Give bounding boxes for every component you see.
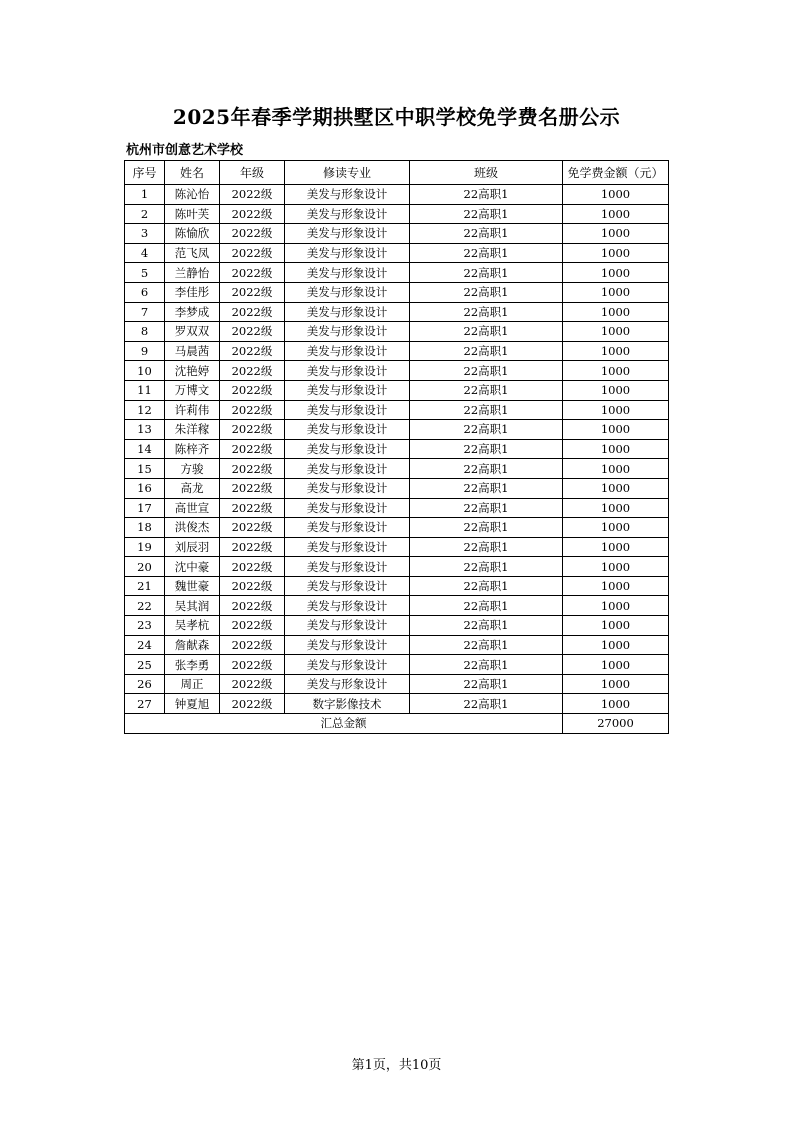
roster-table xyxy=(124,160,669,734)
cell-amount: 1000 xyxy=(563,224,669,244)
table-row xyxy=(125,557,669,577)
cell-major: 美发与形象设计 xyxy=(285,302,410,322)
cell-grade: 2022级 xyxy=(220,204,285,224)
cell-index: 12 xyxy=(125,400,165,420)
cell-amount: 1000 xyxy=(563,263,669,283)
cell-amount: 1000 xyxy=(563,635,669,655)
table-row xyxy=(125,576,669,596)
cell-student-name: 高龙 xyxy=(165,478,220,498)
cell-student-name: 兰静怡 xyxy=(165,263,220,283)
cell-grade: 2022级 xyxy=(220,302,285,322)
table-row xyxy=(125,498,669,518)
cell-grade: 2022级 xyxy=(220,616,285,636)
cell-major: 美发与形象设计 xyxy=(285,400,410,420)
cell-index: 5 xyxy=(125,263,165,283)
cell-student-name: 洪俊杰 xyxy=(165,518,220,538)
cell-class: 22高职1 xyxy=(410,694,563,714)
cell-grade: 2022级 xyxy=(220,341,285,361)
cell-class: 22高职1 xyxy=(410,459,563,479)
cell-major: 美发与形象设计 xyxy=(285,420,410,440)
cell-student-name: 罗双双 xyxy=(165,322,220,342)
cell-amount: 1000 xyxy=(563,439,669,459)
table-row xyxy=(125,263,669,283)
cell-major: 美发与形象设计 xyxy=(285,204,410,224)
cell-class: 22高职1 xyxy=(410,537,563,557)
cell-class: 22高职1 xyxy=(410,224,563,244)
table-row xyxy=(125,400,669,420)
table-row xyxy=(125,380,669,400)
cell-index: 8 xyxy=(125,322,165,342)
cell-index: 24 xyxy=(125,635,165,655)
cell-major: 美发与形象设计 xyxy=(285,459,410,479)
cell-amount: 1000 xyxy=(563,498,669,518)
table-row xyxy=(125,302,669,322)
cell-index: 14 xyxy=(125,439,165,459)
cell-index: 21 xyxy=(125,576,165,596)
column-header-amount: 免学费金额（元） xyxy=(563,161,669,185)
cell-class: 22高职1 xyxy=(410,576,563,596)
cell-major: 美发与形象设计 xyxy=(285,478,410,498)
cell-grade: 2022级 xyxy=(220,635,285,655)
cell-amount: 1000 xyxy=(563,400,669,420)
cell-grade: 2022级 xyxy=(220,243,285,263)
cell-class: 22高职1 xyxy=(410,674,563,694)
cell-major: 美发与形象设计 xyxy=(285,224,410,244)
table-header-row xyxy=(125,161,669,185)
cell-grade: 2022级 xyxy=(220,537,285,557)
table-row xyxy=(125,635,669,655)
cell-student-name: 沈艳婷 xyxy=(165,361,220,381)
cell-grade: 2022级 xyxy=(220,224,285,244)
cell-index: 17 xyxy=(125,498,165,518)
cell-class: 22高职1 xyxy=(410,322,563,342)
cell-major: 美发与形象设计 xyxy=(285,263,410,283)
cell-class: 22高职1 xyxy=(410,557,563,577)
table-row xyxy=(125,596,669,616)
cell-class: 22高职1 xyxy=(410,380,563,400)
table-row xyxy=(125,341,669,361)
cell-major: 美发与形象设计 xyxy=(285,576,410,596)
cell-index: 1 xyxy=(125,185,165,205)
table-row xyxy=(125,243,669,263)
column-header-index: 序号 xyxy=(125,161,165,185)
cell-student-name: 钟夏旭 xyxy=(165,694,220,714)
cell-amount: 1000 xyxy=(563,420,669,440)
cell-amount: 1000 xyxy=(563,655,669,675)
column-header-class: 班级 xyxy=(410,161,563,185)
roster-body xyxy=(125,185,669,714)
cell-major: 数字影像技术 xyxy=(285,694,410,714)
cell-amount: 1000 xyxy=(563,478,669,498)
cell-class: 22高职1 xyxy=(410,635,563,655)
cell-grade: 2022级 xyxy=(220,185,285,205)
cell-index: 26 xyxy=(125,674,165,694)
cell-student-name: 李梦成 xyxy=(165,302,220,322)
cell-major: 美发与形象设计 xyxy=(285,518,410,538)
table-row xyxy=(125,185,669,205)
cell-class: 22高职1 xyxy=(410,282,563,302)
cell-grade: 2022级 xyxy=(220,576,285,596)
table-row xyxy=(125,224,669,244)
table-row xyxy=(125,478,669,498)
cell-index: 15 xyxy=(125,459,165,479)
cell-grade: 2022级 xyxy=(220,263,285,283)
cell-class: 22高职1 xyxy=(410,400,563,420)
cell-class: 22高职1 xyxy=(410,655,563,675)
cell-amount: 1000 xyxy=(563,322,669,342)
cell-index: 27 xyxy=(125,694,165,714)
cell-amount: 1000 xyxy=(563,576,669,596)
cell-amount: 1000 xyxy=(563,185,669,205)
table-row xyxy=(125,204,669,224)
cell-class: 22高职1 xyxy=(410,243,563,263)
cell-student-name: 李佳彤 xyxy=(165,282,220,302)
cell-major: 美发与形象设计 xyxy=(285,635,410,655)
total-label: 汇总金额 xyxy=(125,714,563,734)
cell-student-name: 万博文 xyxy=(165,380,220,400)
cell-amount: 1000 xyxy=(563,596,669,616)
table-row xyxy=(125,616,669,636)
column-header-name: 姓名 xyxy=(165,161,220,185)
cell-major: 美发与形象设计 xyxy=(285,243,410,263)
cell-grade: 2022级 xyxy=(220,361,285,381)
cell-student-name: 魏世豪 xyxy=(165,576,220,596)
cell-index: 23 xyxy=(125,616,165,636)
cell-grade: 2022级 xyxy=(220,322,285,342)
cell-index: 11 xyxy=(125,380,165,400)
cell-amount: 1000 xyxy=(563,282,669,302)
cell-amount: 1000 xyxy=(563,616,669,636)
cell-student-name: 马晨茜 xyxy=(165,341,220,361)
cell-student-name: 陈叶芙 xyxy=(165,204,220,224)
cell-grade: 2022级 xyxy=(220,459,285,479)
cell-index: 16 xyxy=(125,478,165,498)
cell-index: 22 xyxy=(125,596,165,616)
cell-major: 美发与形象设计 xyxy=(285,380,410,400)
total-row xyxy=(125,714,669,734)
cell-major: 美发与形象设计 xyxy=(285,498,410,518)
total-value: 27000 xyxy=(563,714,669,734)
table-row xyxy=(125,655,669,675)
table-row xyxy=(125,459,669,479)
cell-major: 美发与形象设计 xyxy=(285,557,410,577)
cell-grade: 2022级 xyxy=(220,478,285,498)
cell-amount: 1000 xyxy=(563,557,669,577)
cell-major: 美发与形象设计 xyxy=(285,596,410,616)
cell-major: 美发与形象设计 xyxy=(285,322,410,342)
cell-class: 22高职1 xyxy=(410,596,563,616)
cell-grade: 2022级 xyxy=(220,694,285,714)
cell-grade: 2022级 xyxy=(220,439,285,459)
cell-amount: 1000 xyxy=(563,674,669,694)
cell-grade: 2022级 xyxy=(220,498,285,518)
cell-student-name: 吴孝杭 xyxy=(165,616,220,636)
cell-class: 22高职1 xyxy=(410,518,563,538)
cell-index: 13 xyxy=(125,420,165,440)
cell-major: 美发与形象设计 xyxy=(285,341,410,361)
table-row xyxy=(125,361,669,381)
cell-grade: 2022级 xyxy=(220,655,285,675)
cell-amount: 1000 xyxy=(563,380,669,400)
cell-major: 美发与形象设计 xyxy=(285,655,410,675)
cell-student-name: 吴其润 xyxy=(165,596,220,616)
cell-amount: 1000 xyxy=(563,694,669,714)
cell-major: 美发与形象设计 xyxy=(285,439,410,459)
cell-class: 22高职1 xyxy=(410,616,563,636)
cell-index: 9 xyxy=(125,341,165,361)
cell-class: 22高职1 xyxy=(410,478,563,498)
cell-amount: 1000 xyxy=(563,518,669,538)
cell-grade: 2022级 xyxy=(220,596,285,616)
cell-index: 19 xyxy=(125,537,165,557)
table-row xyxy=(125,674,669,694)
cell-grade: 2022级 xyxy=(220,557,285,577)
school-name: 杭州市创意艺术学校 xyxy=(126,143,244,158)
cell-class: 22高职1 xyxy=(410,498,563,518)
table-row xyxy=(125,537,669,557)
column-header-grade: 年级 xyxy=(220,161,285,185)
table-row xyxy=(125,282,669,302)
page-footer: 第1页，共10页 xyxy=(351,1058,442,1073)
table-row xyxy=(125,518,669,538)
cell-student-name: 范飞凤 xyxy=(165,243,220,263)
cell-index: 4 xyxy=(125,243,165,263)
cell-index: 20 xyxy=(125,557,165,577)
cell-index: 2 xyxy=(125,204,165,224)
cell-major: 美发与形象设计 xyxy=(285,674,410,694)
cell-amount: 1000 xyxy=(563,459,669,479)
cell-grade: 2022级 xyxy=(220,518,285,538)
column-header-major: 修读专业 xyxy=(285,161,410,185)
cell-student-name: 沈中豪 xyxy=(165,557,220,577)
table-row xyxy=(125,420,669,440)
cell-student-name: 朱洋稼 xyxy=(165,420,220,440)
cell-class: 22高职1 xyxy=(410,185,563,205)
cell-index: 18 xyxy=(125,518,165,538)
cell-class: 22高职1 xyxy=(410,420,563,440)
cell-student-name: 詹献森 xyxy=(165,635,220,655)
cell-major: 美发与形象设计 xyxy=(285,185,410,205)
cell-class: 22高职1 xyxy=(410,361,563,381)
cell-major: 美发与形象设计 xyxy=(285,361,410,381)
cell-grade: 2022级 xyxy=(220,420,285,440)
table-row xyxy=(125,322,669,342)
cell-class: 22高职1 xyxy=(410,204,563,224)
cell-amount: 1000 xyxy=(563,341,669,361)
cell-amount: 1000 xyxy=(563,243,669,263)
cell-amount: 1000 xyxy=(563,302,669,322)
cell-grade: 2022级 xyxy=(220,400,285,420)
cell-student-name: 张李勇 xyxy=(165,655,220,675)
cell-major: 美发与形象设计 xyxy=(285,282,410,302)
cell-grade: 2022级 xyxy=(220,282,285,302)
cell-index: 6 xyxy=(125,282,165,302)
cell-grade: 2022级 xyxy=(220,380,285,400)
cell-student-name: 陈沁怡 xyxy=(165,185,220,205)
cell-class: 22高职1 xyxy=(410,341,563,361)
cell-grade: 2022级 xyxy=(220,674,285,694)
cell-amount: 1000 xyxy=(563,204,669,224)
cell-index: 3 xyxy=(125,224,165,244)
cell-amount: 1000 xyxy=(563,537,669,557)
cell-student-name: 高世宣 xyxy=(165,498,220,518)
cell-student-name: 陈愉欣 xyxy=(165,224,220,244)
table-row xyxy=(125,439,669,459)
cell-index: 25 xyxy=(125,655,165,675)
cell-student-name: 周正 xyxy=(165,674,220,694)
cell-student-name: 方骏 xyxy=(165,459,220,479)
cell-amount: 1000 xyxy=(563,361,669,381)
table-row xyxy=(125,694,669,714)
cell-student-name: 许莉伟 xyxy=(165,400,220,420)
cell-major: 美发与形象设计 xyxy=(285,537,410,557)
cell-index: 10 xyxy=(125,361,165,381)
cell-class: 22高职1 xyxy=(410,263,563,283)
cell-major: 美发与形象设计 xyxy=(285,616,410,636)
cell-class: 22高职1 xyxy=(410,302,563,322)
page-title: 2025年春季学期拱墅区中职学校免学费名册公示 xyxy=(172,105,621,129)
cell-student-name: 刘辰羽 xyxy=(165,537,220,557)
cell-index: 7 xyxy=(125,302,165,322)
cell-student-name: 陈梓齐 xyxy=(165,439,220,459)
cell-class: 22高职1 xyxy=(410,439,563,459)
